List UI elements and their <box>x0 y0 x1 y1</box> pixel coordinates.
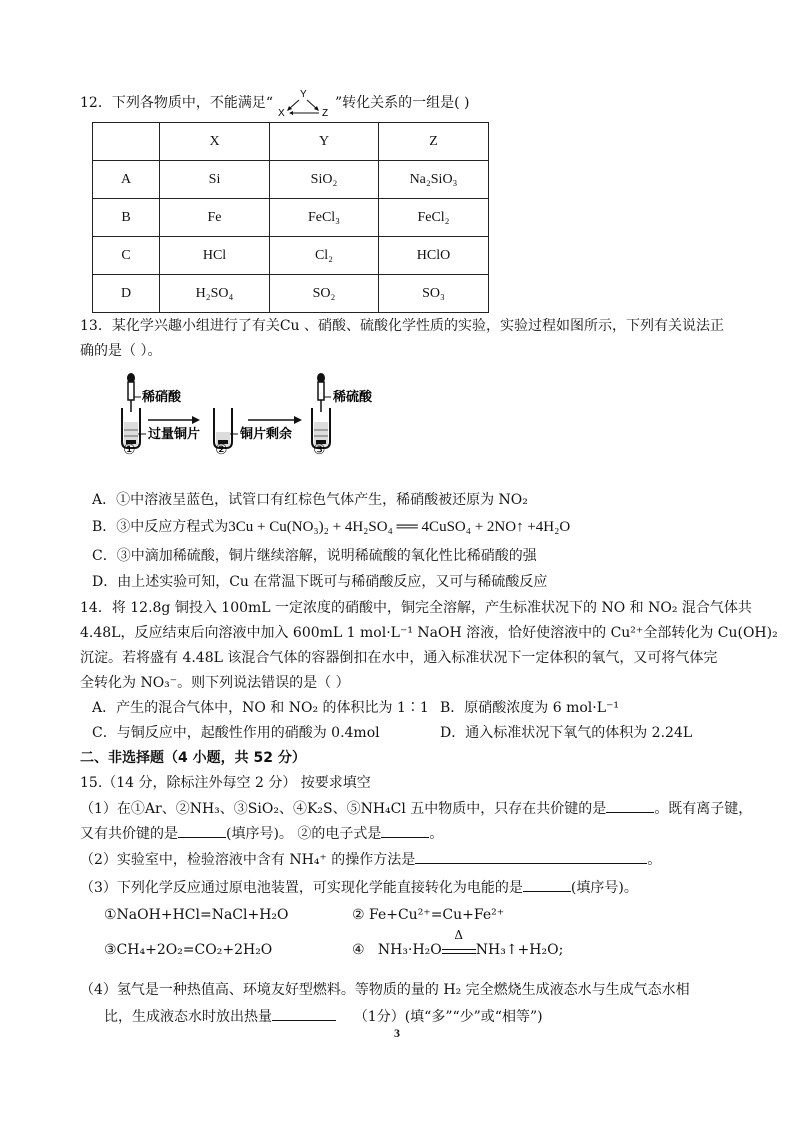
q13-option-b-equation: 3Cu + Cu(NO₃)₂ + 4H₂SO₄ ══ 4CuSO₄ + 2NO↑ +4H₂O <box>228 519 571 535</box>
q15-part2: （2）实验室中，检验溶液中含有 NH₄⁺ 的操作方法是 。 <box>80 849 661 870</box>
table-row <box>93 237 489 275</box>
q12-stem: 12．下列各物质中，不能满足“ Y X Z ”转化关系的一组是( ) <box>80 89 470 118</box>
q15-reaction-4: ④ NH₃·H₂O Δ NH₃↑+H₂O; <box>352 928 564 958</box>
tube-2-label: ② <box>215 442 228 456</box>
table-cell <box>93 123 160 161</box>
tube-1-label: ① <box>123 442 136 456</box>
label-dilute-sulfuric: 稀硫酸 <box>333 390 373 405</box>
q15-part4-line2: 比，生成液态水时放出热量 （1分）(填“多”“少”或“相等”) <box>104 1006 543 1027</box>
q12-options-table <box>92 122 489 313</box>
table-cell: A <box>93 161 160 199</box>
table-cell: Y <box>270 123 379 161</box>
label-excess-copper: 过量铜片 <box>148 427 201 442</box>
table-cell: FeCl₃ <box>270 199 379 237</box>
q13-option-b: B．③中反应方程式为3Cu + Cu(NO₃)₂ + 4H₂SO₄ ══ 4CuSO₄ + 2NO↑ +4H₂O <box>92 519 571 535</box>
table-row <box>93 199 489 237</box>
answer-blank[interactable] <box>178 823 226 838</box>
table-cell: FeCl₂ <box>379 199 489 237</box>
q15-part1-line1: （1）在①Ar、②NH₃、③SiO₂、④K₂S、⑤NH₄Cl 五中物质中，只存在共价键的是 。既有离子键， <box>80 798 752 819</box>
q13-option-d: D．由上述实验可知，Cu 在常温下既可与稀硝酸反应，又可与稀硫酸反应 <box>92 574 548 590</box>
q14-stem-line4: 全转化为 NO₃⁻。则下列说法错误的是（ ） <box>80 675 350 691</box>
q15-reaction-2: ② Fe+Cu²⁺=Cu+Fe²⁺ <box>352 907 505 923</box>
experiment-apparatus <box>108 372 398 456</box>
q14-option-b: B．原硝酸浓度为 6 mol·L⁻¹ <box>440 700 620 716</box>
q15-part4-line1: （4）氢气是一种热值高、环境友好型燃料。等物质的量的 H₂ 完全燃烧生成液态水与生成气态水相 <box>80 982 690 998</box>
answer-blank[interactable] <box>523 877 571 892</box>
diagram-x: X <box>277 108 285 118</box>
answer-blank[interactable] <box>272 1006 336 1021</box>
section-heading: 二、非选择题（4 小题，共 52 分） <box>80 750 306 766</box>
table-cell: Na₂SiO₃ <box>379 161 489 199</box>
table-header-row <box>93 123 489 161</box>
answer-blank[interactable] <box>381 823 429 838</box>
table-cell: Fe <box>160 199 270 237</box>
dropper-icon <box>317 373 325 412</box>
q14-stem-line2: 4.48L，反应结束后向溶液中加入 600mL 1 mol·L⁻¹ NaOH 溶液，恰好使溶液中的 Cu²⁺全部转化为 Cu(OH)₂ <box>80 625 778 641</box>
table-cell: HClO <box>379 237 489 275</box>
table-cell: SiO₂ <box>270 161 379 199</box>
q15-reaction-1: ①NaOH+HCl=NaCl+H₂O <box>104 907 289 923</box>
q14-option-a: A．产生的混合气体中，NO 和 NO₂ 的体积比为 1∶1 <box>92 700 429 716</box>
q15-part1-line2: 又有共价键的是 (填序号)。 ②的电子式是 。 <box>80 823 443 844</box>
table-cell: H₂SO₄ <box>160 275 270 313</box>
table-cell: X <box>160 123 270 161</box>
diagram-z: Z <box>321 108 329 118</box>
label-dilute-nitric: 稀硝酸 <box>142 390 182 405</box>
table-cell: Cl₂ <box>270 237 379 275</box>
q14-stem-line3: 沉淀。若将盛有 4.48L 该混合气体的容器倒扣在水中，通入标准状况下一定体积的氧气，又可将气体完 <box>80 650 718 666</box>
table-row <box>93 161 489 199</box>
q13-stem-line1: 13．某化学兴趣小组进行了有关Cu 、硝酸、硫酸化学性质的实验，实验过程如图所示，下列有关说法正 <box>80 318 724 334</box>
q15-head: 15.（14 分，除标注外每空 2 分） 按要求填空 <box>80 775 371 791</box>
q13-option-c: C．③中滴加稀硫酸，铜片继续溶解，说明稀硫酸的氧化性比稀硝酸的强 <box>92 548 537 564</box>
q14-option-d: D．通入标准状况下氧气的体积为 2.24L <box>440 725 693 741</box>
table-cell: HCl <box>160 237 270 275</box>
q14-stem-line1: 14．将 12.8g 铜投入 100mL 一定浓度的硝酸中，铜完全溶解，产生标准状况下的 NO 和 NO₂ 混合气体共 <box>80 600 752 616</box>
table-cell: B <box>93 199 160 237</box>
answer-blank[interactable] <box>415 849 647 864</box>
xyz-cycle-diagram <box>277 88 331 118</box>
label-copper-remain: 铜片剩余 <box>240 427 293 442</box>
dropper-icon <box>127 373 135 412</box>
table-cell: Z <box>379 123 489 161</box>
table-cell: Si <box>160 161 270 199</box>
tube-3-label: ③ <box>313 442 326 456</box>
q14-option-c: C．与铜反应中，起酸性作用的硝酸为 0.4mol <box>92 725 380 741</box>
table-cell: SO₃ <box>379 275 489 313</box>
page-number: 3 <box>394 1026 400 1040</box>
q15-part3: （3）下列化学反应通过原电池装置，可实现化学能直接转化为电能的是 (填序号)。 <box>80 877 638 898</box>
heat-arrow: Δ <box>442 941 476 954</box>
table-cell: SO₂ <box>270 275 379 313</box>
q13-stem-line2: 确的是（ ）。 <box>80 343 162 359</box>
diagram-y: Y <box>299 89 307 100</box>
table-cell: D <box>93 275 160 313</box>
q13-option-a: A．①中溶液呈蓝色，试管口有红棕色气体产生，稀硝酸被还原为 NO₂ <box>92 492 528 508</box>
answer-blank[interactable] <box>606 798 654 813</box>
table-row <box>93 275 489 313</box>
q15-reaction-3: ③CH₄+2O₂=CO₂+2H₂O <box>104 942 273 958</box>
table-cell: C <box>93 237 160 275</box>
